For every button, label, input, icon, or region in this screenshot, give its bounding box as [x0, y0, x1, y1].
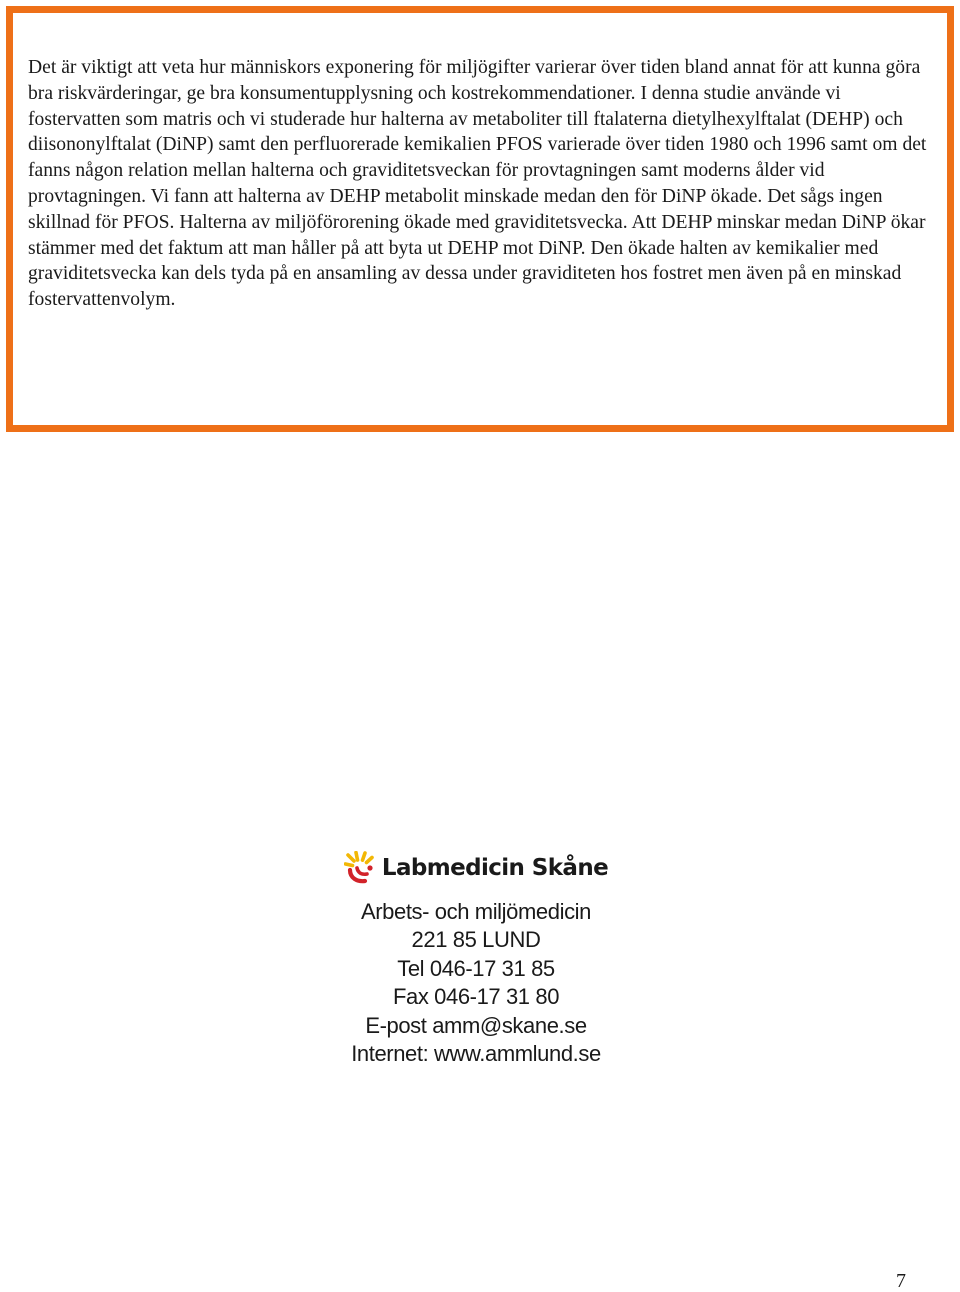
phone-number: Tel 046-17 31 85	[397, 955, 555, 981]
logo-name: Labmedicin Skåne	[381, 855, 609, 881]
logo	[280, 848, 672, 888]
website-address: Internet: www.ammlund.se	[351, 1041, 601, 1067]
fax-number: Fax 046-17 31 80	[392, 984, 560, 1010]
department-name: Arbets- och miljömedicin	[360, 899, 592, 924]
postal-address: 221 85 LUND	[411, 927, 541, 953]
page-number: 7	[896, 1270, 906, 1292]
summary-paragraph: Det är viktigt att veta hur människors exponering för miljögifter varierar över tiden bland annat för att kunna göra bra riskvärderingar, ge bra konsumentupplysning och kostrekommendationer. I denna studie använde vi fostervatten som matris och vi studerade hur halterna av metaboliter till ftalaterna dietylhexylftalat (DEHP) och diisononylftalat (DiNP) samt den perfluorerade kemikalien PFOS varierade över tiden 1980 och 1996 samt om det fanns någon relation mellan halterna och graviditetsveckan för provtagningen samt moderns ålder vid provtagningen. Vi fann att halterna av DEHP metabolit minskade medan den för DiNP ökade. Det sågs ingen skillnad för PFOS. Halterna av miljöförorening ökade med graviditetsvecka. Att DEHP minskar medan DiNP ökar stämmer med det faktum att man håller på att byta ut DEHP mot DiNP. Den ökade halten av kemikalier med graviditetsvecka kan dels tyda på en ansamling av dessa under graviditeten hos fostret men även på en minskad fostervattenvolym.	[28, 57, 927, 311]
labmedicin-sun-logo-icon	[344, 851, 376, 885]
email-address: E-post amm@skane.se	[365, 1012, 587, 1038]
summary-box	[6, 6, 954, 432]
contact-block	[280, 898, 672, 1068]
footer	[280, 848, 672, 1068]
